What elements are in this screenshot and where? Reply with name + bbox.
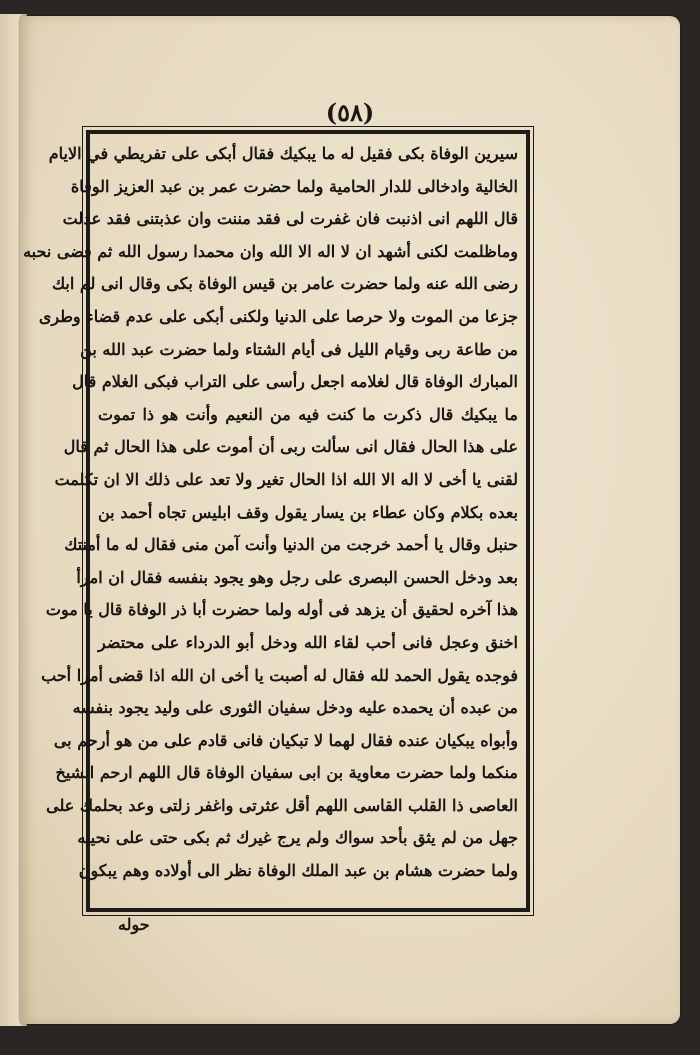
text-block: [23, 138, 518, 904]
text-frame: [23, 130, 530, 912]
text-line: بعد ودخل الحسن البصرى على رجل وهو يجود بنفسه فقال ان امرأ: [76, 567, 518, 587]
text-line: جزعا من الموت ولا حرصا على الدنيا ولكنى أبكى على عدم قضاء وطرى: [38, 306, 518, 326]
text-line: فوجده يقول الحمد لله فقال له أصبت يا أخى ان الله اذا قضى أمرا أحب: [41, 665, 518, 685]
text-line: اخنق وعجل فانى أحب لقاء الله ودخل أبو الدرداء على محتضر: [98, 632, 518, 652]
text-line: قال اللهم انى اذنبت فان غفرت لى فقد مننت وان عذبتنى فقد عدلت: [62, 209, 518, 229]
text-line: من عبده أن يحمده عليه ودخل سفيان الثورى على وليد يجود بنفسه: [72, 698, 518, 718]
text-line: وماظلمت لكنى أشهد ان لا اله الا الله وان محمدا رسول الله ثم قضى نحبه: [23, 241, 518, 261]
text-line: هذا آخره لحقيق أن يزهد فى أوله ولما حضرت أبا ذر الوفاة قال يا موت: [45, 600, 518, 620]
text-line: على هذا الحال فقال انى سألت ربى أن أموت على هذا الحال ثم قال: [63, 437, 518, 457]
text-line: لقنى يا أخى لا اله الا الله اذا الحال تغير ولا تعد على ذلك الا ان تكلمت: [54, 469, 518, 489]
catchword: حوله: [118, 915, 150, 934]
text-line: حنبل وقال يا أحمد خرجت من الدنيا وأنت آمن منى فقال له ما أمنتك: [64, 535, 518, 555]
text-line: جهل من لم يثق بأحد سواك ولم يرج غيرك ثم بكى حتى على نحيبه: [77, 828, 518, 848]
text-line: الخالية وادخالى للدار الحامية ولما حضرت عمر بن عبد العزيز الوفاة: [70, 176, 518, 196]
text-line: سيرين الوفاة بكى فقيل له ما يبكيك فقال أبكى على تفريطي في الايام: [48, 144, 518, 163]
text-line: ولما حضرت هشام بن عبد الملك الوفاة نظر الى أولاده وهم يبكون: [78, 861, 518, 881]
text-line: رضى الله عنه ولما حضرت عامر بن قيس الوفاة بكى وقال انى لم ابك: [51, 274, 518, 294]
page-number: (٥٨): [325, 98, 375, 127]
book-page: [20, 16, 680, 1024]
text-line: منكما ولما حضرت معاوية بن ابى سفيان الوفاة قال اللهم ارحم الشيخ: [55, 763, 518, 783]
text-line: بعده بكلام وكان عطاء بن يسار يقول وقف ابليس تجاه أحمد بن: [98, 502, 518, 522]
text-line: المبارك الوفاة قال لغلامه اجعل رأسى على التراب فبكى الغلام قال: [72, 372, 518, 392]
text-line: من طاعة ربى وقيام الليل فى أيام الشتاء ولما حضرت عبد الله بن: [80, 339, 518, 359]
text-line: ما يبكيك قال ذكرت ما كنت فيه من النعيم وأنت هو ذا تموت: [98, 404, 518, 424]
text-line: العاصى ذا القلب القاسى اللهم أقل عثرتى واغفر زلتى وعد بحلمك على: [46, 795, 518, 815]
text-line: وأبواه يبكيان عنده فقال لهما لا تبكيان فانى قادم على من هو أرحم بى: [53, 730, 518, 750]
